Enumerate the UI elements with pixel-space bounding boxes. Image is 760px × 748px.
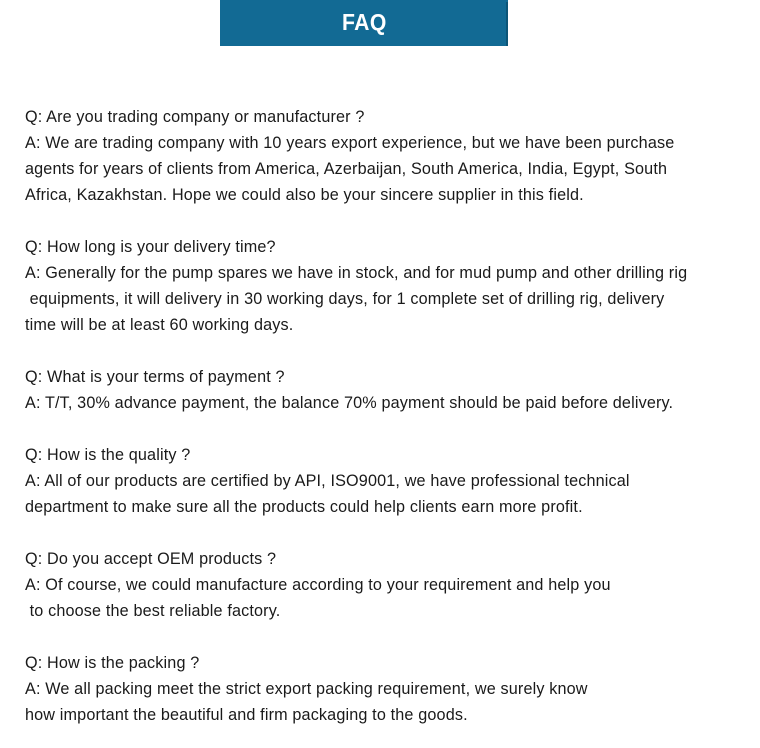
faq-title: FAQ — [341, 8, 387, 35]
faq-answer-line: to choose the best reliable factory. — [25, 602, 281, 620]
faq-spacer — [25, 338, 755, 364]
faq-spacer — [25, 208, 755, 234]
faq-spacer — [25, 520, 755, 546]
faq-answer-line: A: Generally for the pump spares we have in stock, and for mud pump and other drilling rig — [25, 264, 688, 282]
faq-item — [25, 364, 755, 416]
faq-answer-line: equipments, it will delivery in 30 working days, for 1 complete set of drilling rig, delivery — [25, 290, 665, 308]
faq-answer-line: time will be at least 60 working days. — [25, 316, 294, 334]
faq-question: Q: How is the quality ? — [25, 446, 191, 464]
faq-question: Q: Do you accept OEM products ? — [25, 550, 277, 568]
faq-answer-line: Africa, Kazakhstan. Hope we could also be your sincere supplier in this field. — [25, 186, 584, 204]
faq-question: Q: Are you trading company or manufacturer ? — [25, 108, 365, 126]
faq-answer-line: how important the beautiful and firm packaging to the goods. — [25, 706, 468, 724]
faq-spacer — [25, 624, 755, 650]
faq-item — [25, 104, 755, 208]
faq-list — [25, 104, 755, 728]
faq-spacer — [25, 416, 755, 442]
faq-item — [25, 234, 755, 338]
faq-answer-line: department to make sure all the products could help clients earn more profit. — [25, 498, 583, 516]
faq-answer-line: A: We are trading company with 10 years export experience, but we have been purchase — [25, 134, 675, 152]
faq-answer-line: A: We all packing meet the strict export packing requirement, we surely know — [25, 680, 588, 698]
faq-item — [25, 442, 755, 520]
faq-answer-line: A: T/T, 30% advance payment, the balance 70% payment should be paid before delivery. — [25, 394, 674, 412]
banner-edge-divider — [506, 2, 508, 46]
faq-answer-line: A: All of our products are certified by API, ISO9001, we have professional technical — [25, 472, 630, 490]
faq-item — [25, 650, 755, 728]
faq-header-banner — [220, 0, 508, 46]
faq-question: Q: How is the packing ? — [25, 654, 200, 672]
faq-answer-line: A: Of course, we could manufacture according to your requirement and help you — [25, 576, 611, 594]
faq-question: Q: How long is your delivery time? — [25, 238, 276, 256]
faq-question: Q: What is your terms of payment ? — [25, 368, 285, 386]
faq-item — [25, 546, 755, 624]
faq-answer-line: agents for years of clients from America, Azerbaijan, South America, India, Egypt, South — [25, 160, 668, 178]
